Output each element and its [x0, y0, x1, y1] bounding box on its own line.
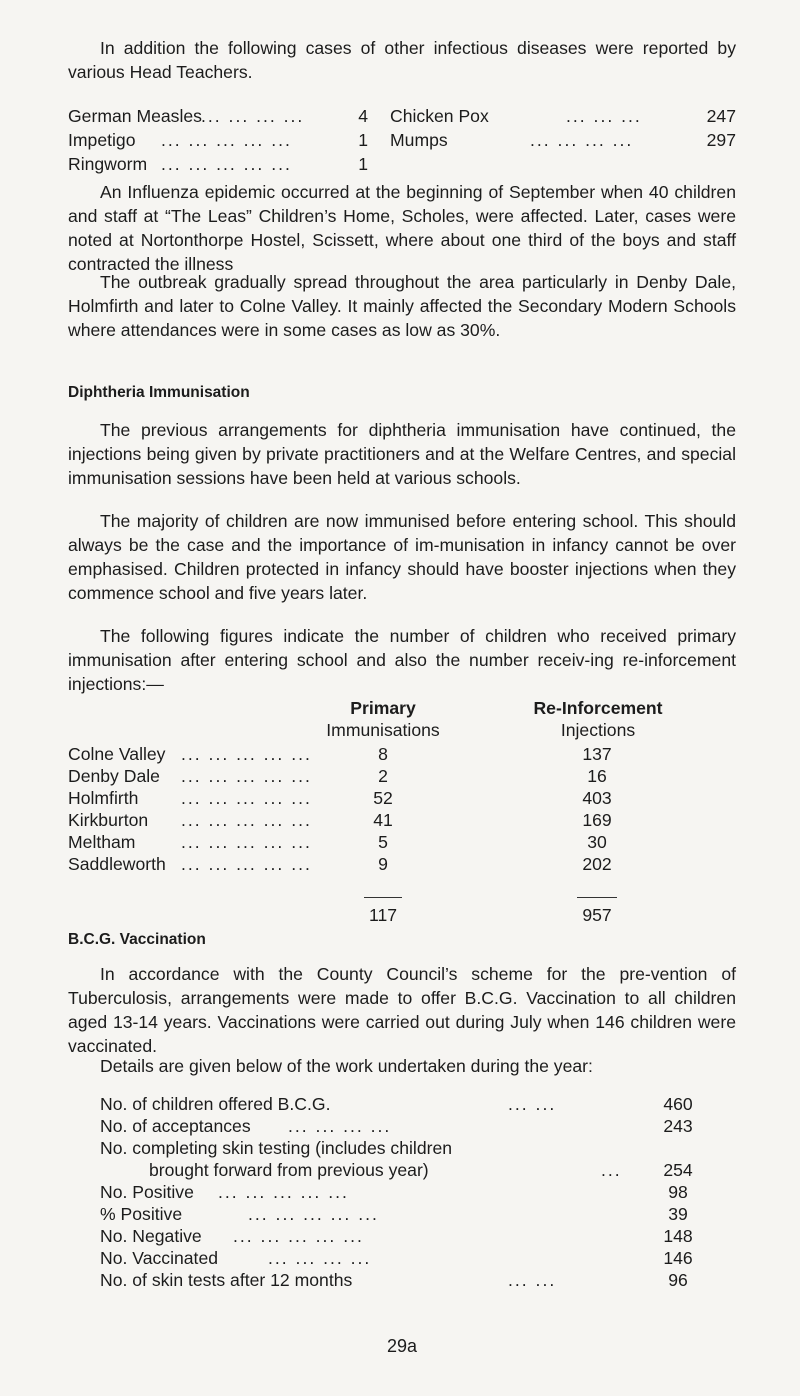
- primary-value: 2: [378, 766, 388, 786]
- detail-label: brought forward from previous year): [149, 1160, 429, 1180]
- detail-label: % Positive: [100, 1204, 183, 1224]
- reinforcement-value: 169: [582, 810, 612, 830]
- influenza-paragraph-1: An Influenza epidemic occurred at the beginning of September when 40 children and staff at “The Leas” Children’s Home, Scholes, were affected. Later, cases were noted at Nortonthorpe Hostel, Scissett, where about one third of the boys and staff contracted the illness: [68, 182, 736, 274]
- list-item: No. of children offered B.C.G. ... ... 460: [68, 1092, 736, 1114]
- list-item: % Positive ... ... ... ... ... 39: [68, 1202, 736, 1224]
- case-value: 4: [358, 106, 368, 126]
- list-item: No. Positive ... ... ... ... ... 98: [68, 1180, 736, 1202]
- list-item: No. Vaccinated ... ... ... ... 146: [68, 1246, 736, 1268]
- primary-value: 9: [378, 854, 388, 874]
- detail-value: 39: [668, 1204, 688, 1224]
- table-row: Kirkburton ... ... ... ... ... 41 169: [68, 808, 736, 830]
- detail-value: 243: [663, 1116, 693, 1136]
- case-german-measles: German Measles ... ... ... ... 4: [68, 106, 368, 126]
- intro-paragraph: In addition the following cases of other infectious diseases were reported by various Head Teachers.: [68, 38, 736, 82]
- case-value: 1: [358, 154, 368, 174]
- detail-label: No. Positive: [100, 1182, 194, 1202]
- bcg-heading: B.C.G. Vaccination: [68, 931, 206, 948]
- case-value: 1: [358, 130, 368, 150]
- primary-value: 41: [373, 810, 393, 830]
- case-mumps: Mumps ... ... ... ... 297: [390, 130, 736, 150]
- col-header-reinforcement-sub: Injections: [560, 720, 636, 740]
- diphtheria-paragraph-3: The following figures indicate the number of children who received primary immunisation after entering school and also the number receiv-ing re-inforcement injections:—: [68, 626, 736, 694]
- total-rule-primary: [364, 897, 402, 898]
- col-header-primary: Primary: [350, 698, 416, 718]
- case-label: Impetigo: [68, 130, 136, 150]
- detail-value: 96: [668, 1270, 688, 1290]
- list-item: [68, 1136, 736, 1158]
- table-row: Saddleworth ... ... ... ... ... 9 202: [68, 852, 736, 874]
- table-row: Meltham ... ... ... ... ... 5 30: [68, 830, 736, 852]
- detail-label: No. of children offered B.C.G.: [100, 1094, 331, 1114]
- case-label: Mumps: [390, 130, 448, 150]
- col-header-primary-sub: Immunisations: [326, 720, 440, 740]
- area-name: Saddleworth: [68, 854, 166, 874]
- detail-label: No. of acceptances: [100, 1116, 251, 1136]
- list-item: brought forward from previous year) ... 254: [68, 1158, 736, 1180]
- table-row: Holmfirth ... ... ... ... ... 52 403: [68, 786, 736, 808]
- area-name: Meltham: [68, 832, 136, 852]
- primary-value: 52: [373, 788, 393, 808]
- case-ringworm: Ringworm ... ... ... ... ... 1: [68, 154, 368, 174]
- total-primary: 117: [368, 905, 398, 925]
- reinforcement-value: 403: [582, 788, 612, 808]
- diphtheria-heading: Diphtheria Immunisation: [68, 384, 250, 401]
- diphtheria-paragraph-1: The previous arrangements for diphtheria immunisation have continued, the injections being given by private practitioners and at the Welfare Centres, and special immunisation sessions have been held at various schools.: [68, 420, 736, 488]
- bcg-paragraph-2: Details are given below of the work undertaken during the year:: [100, 1056, 593, 1076]
- reinforcement-value: 16: [587, 766, 607, 786]
- list-item: No. of skin tests after 12 months ... ... 96: [68, 1268, 736, 1290]
- case-value: 297: [706, 130, 736, 150]
- total-rule-reinforcement: [577, 897, 617, 898]
- case-label: Ringworm: [68, 154, 148, 174]
- detail-value: 148: [663, 1226, 693, 1246]
- detail-label: No. of skin tests after 12 months: [100, 1270, 353, 1290]
- detail-label: No. Negative: [100, 1226, 202, 1246]
- reinforcement-value: 137: [582, 744, 612, 764]
- page-number: 29a: [386, 1336, 418, 1356]
- list-item: No. of acceptances ... ... ... ... 243: [68, 1114, 736, 1136]
- area-name: Colne Valley: [68, 744, 166, 764]
- case-label: Chicken Pox: [390, 106, 489, 126]
- detail-label: No. Vaccinated: [100, 1248, 219, 1268]
- list-item: No. Negative ... ... ... ... ... 148: [68, 1224, 736, 1246]
- table-row: Denby Dale ... ... ... ... ... 2 16: [68, 764, 736, 786]
- diphtheria-paragraph-2: The majority of children are now immunised before entering school. This should always be the case and the importance of im-munisation in infancy cannot be over emphasised. Children protected in infancy should have booster injections when they commence school and five years later.: [68, 511, 736, 603]
- case-label: German Measles: [68, 106, 202, 126]
- reinforcement-value: 30: [587, 832, 607, 852]
- detail-value: 460: [663, 1094, 693, 1114]
- influenza-paragraph-2: The outbreak gradually spread throughout the area particularly in Denby Dale, Holmfirth and later to Colne Valley. It mainly affected the Secondary Modern Schools where attendances were in some cases as low as 30%.: [68, 272, 736, 340]
- detail-value: 98: [668, 1182, 688, 1202]
- total-reinforcement: 957: [582, 905, 612, 925]
- bcg-paragraph-1: In accordance with the County Council’s scheme for the pre-vention of Tuberculosis, arrangements were made to offer B.C.G. Vaccination to all children aged 13-14 years. Vaccinations were carried out during July when 146 children were vaccinated.: [68, 964, 736, 1056]
- detail-label: No. completing skin testing (includes children: [100, 1138, 453, 1158]
- detail-value: 146: [663, 1248, 693, 1268]
- col-header-reinforcement: Re-Inforcement: [533, 698, 663, 718]
- area-name: Denby Dale: [68, 766, 160, 786]
- primary-value: 5: [378, 832, 388, 852]
- reinforcement-value: 202: [582, 854, 612, 874]
- table-row: Colne Valley ... ... ... ... ... 8 137: [68, 742, 736, 764]
- primary-value: 8: [378, 744, 388, 764]
- infectious-cases-list: [68, 104, 736, 176]
- detail-value: 254: [663, 1160, 693, 1180]
- totals-row: [68, 903, 736, 925]
- case-chicken-pox: Chicken Pox ... ... ... 247: [390, 106, 736, 126]
- area-name: Kirkburton: [68, 810, 149, 830]
- case-value: 247: [706, 106, 736, 126]
- case-impetigo: Impetigo ... ... ... ... ... 1: [68, 130, 368, 150]
- area-name: Holmfirth: [68, 788, 139, 808]
